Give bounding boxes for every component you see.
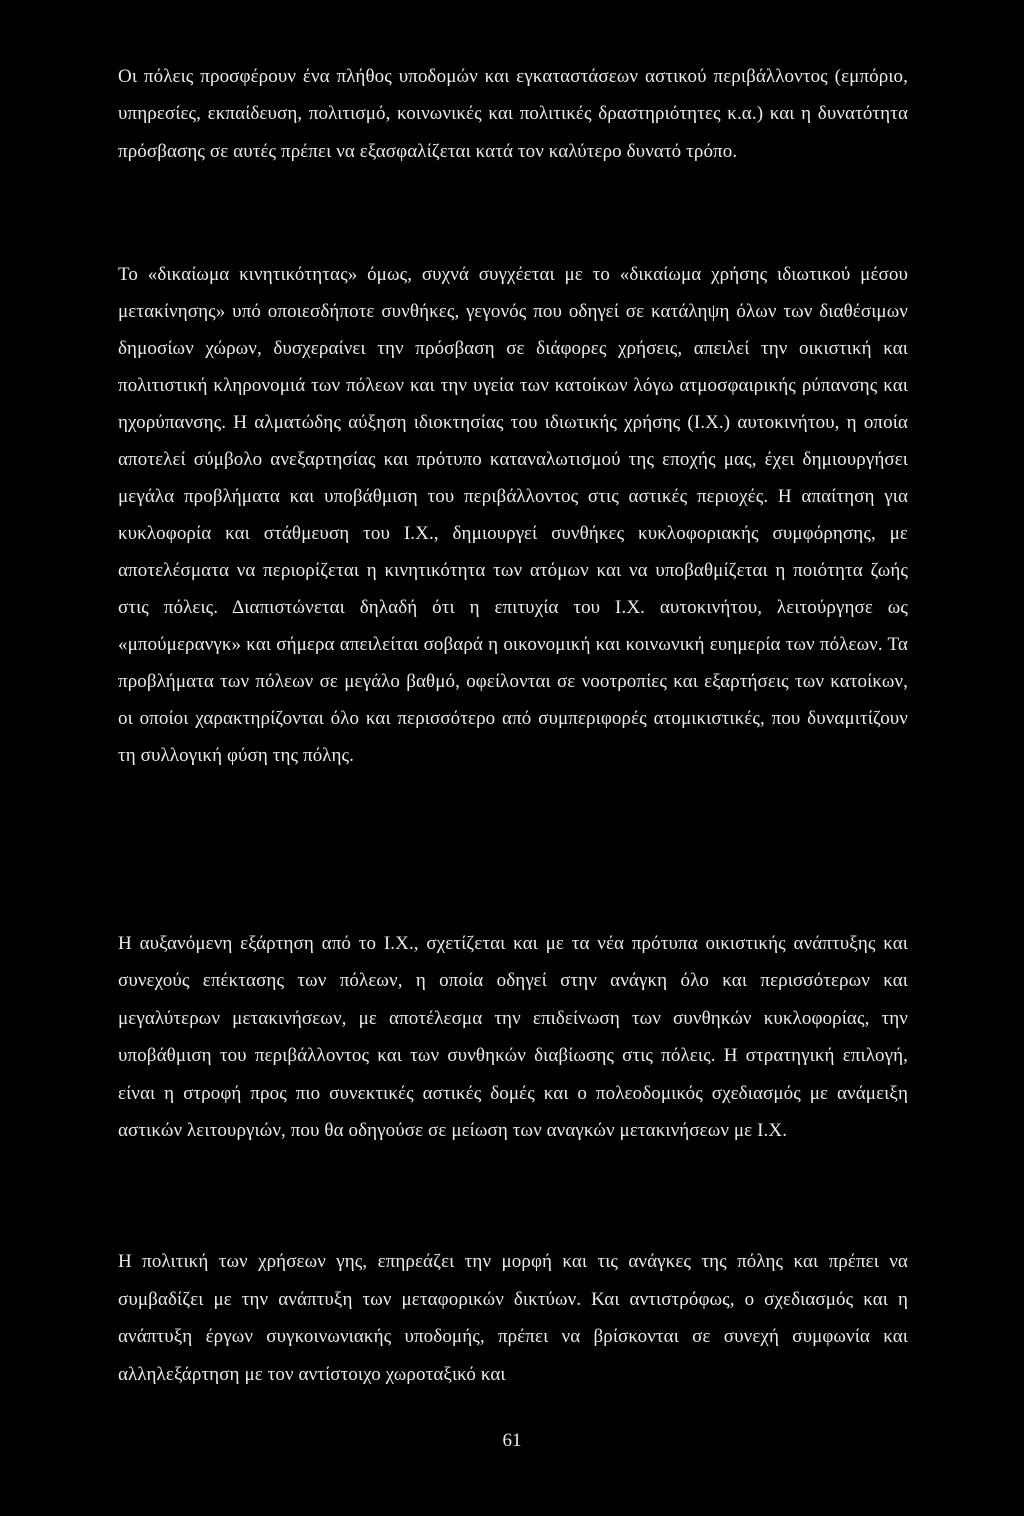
page-number: 61	[502, 1430, 522, 1451]
paragraph-3: Η αυξανόμενη εξάρτηση από το Ι.Χ., σχετίζεται και με τα νέα πρότυπα οικιστικής ανάπτυξης και συνεχούς επέκτασης των πόλεων, η οποία οδηγεί στην ανάγκη όλο και περισσότερων και μεγαλύτερων μετακινήσεων, με αποτέλεσμα την επιδείνωση των συνθηκών κυκλοφορίας, την υποβάθμιση του περιβάλλοντος και των συνθηκών διαβίωσης στις πόλεις. Η στρατηγική επιλογή, είναι η στροφή προς πιο συνεκτικές αστικές δομές και ο πολεοδομικός σχεδιασμός με ανάμειξη αστικών λειτουργιών, που θα οδηγούσε σε μείωση των αναγκών μετακινήσεων με Ι.Χ.	[118, 933, 908, 1142]
paragraph-2: Το «δικαίωμα κινητικότητας» όμως, συχνά συγχέεται με το «δικαίωμα χρήσης ιδιωτικού μέσου μετακίνησης» υπό οποιεσδήποτε συνθήκες, γεγονός που οδηγεί σε κατάληψη όλων των διαθέσιμων δημοσίων χώρων, δυσχεραίνει την πρόσβαση σε διάφορες χρήσεις, απειλεί την οικιστική και πολιτιστική κληρονομιά των πόλεων και την υγεία των κατοίκων λόγω ατμοσφαιρικής ρύπανσης και ηχορύπανσης. Η αλματώδης αύξηση ιδιοκτησίας του ιδιωτικής χρήσης (Ι.Χ.) αυτοκινήτου, η οποία αποτελεί σύμβολο ανεξαρτησίας και πρότυπο καταναλωτισμού της εποχής μας, έχει δημιουργήσει μεγάλα προβλήματα και υποβάθμιση του περιβάλλοντος στις αστικές περιοχές. Η απαίτηση για κυκλοφορία και στάθμευση του Ι.Χ., δημιουργεί συνθήκες κυκλοφοριακής συμφόρησης, με αποτελέσματα να περιορίζεται η κινητικότητα των ατόμων και να υποβαθμίζεται η ποιότητα ζωής στις πόλεις. Διαπιστώνεται δηλαδή ότι η επιτυχία του Ι.Χ. αυτοκινήτου, λειτούργησε ως «μπούμερανγκ» και σήμερα απειλείται σοβαρά η οικονομική και κοινωνική ευημερία των πόλεων. Τα προβλήματα των πόλεων σε μεγάλο βαθμό, οφείλονται σε νοοτροπίες και εξαρτήσεις των κατοίκων, οι οποίοι χαρακτηρίζονται όλο και περισσότερο από συμπεριφορές ατομικιστικές, που δυναμιτίζουν τη συλλογική φύση της πόλης.	[118, 264, 908, 766]
paragraph-4: Η πολιτική των χρήσεων γης, επηρεάζει την μορφή και τις ανάγκες της πόλης και πρέπει να συμβαδίζει με την ανάπτυξη των μεταφορικών δικτύων. Και αντιστρόφως, ο σχεδιασμός και η ανάπτυξη έργων συγκοινωνιακής υποδομής, πρέπει να βρίσκονται σε συνεχή συμφωνία και αλληλεξάρτηση με τον αντίστοιχο χωροταξικό και	[118, 1251, 908, 1385]
paragraph-1: Οι πόλεις προσφέρουν ένα πλήθος υποδομών και εγκαταστάσεων αστικού περιβάλλοντος (εμπόριο, υπηρεσίες, εκπαίδευση, πολιτισμό, κοινωνικές και πολιτικές δραστηριότητες κ.α.) και η δυνατότητα πρόσβασης σε αυτές πρέπει να εξασφαλίζεται κατά τον καλύτερο δυνατό τρόπο.	[118, 66, 908, 162]
